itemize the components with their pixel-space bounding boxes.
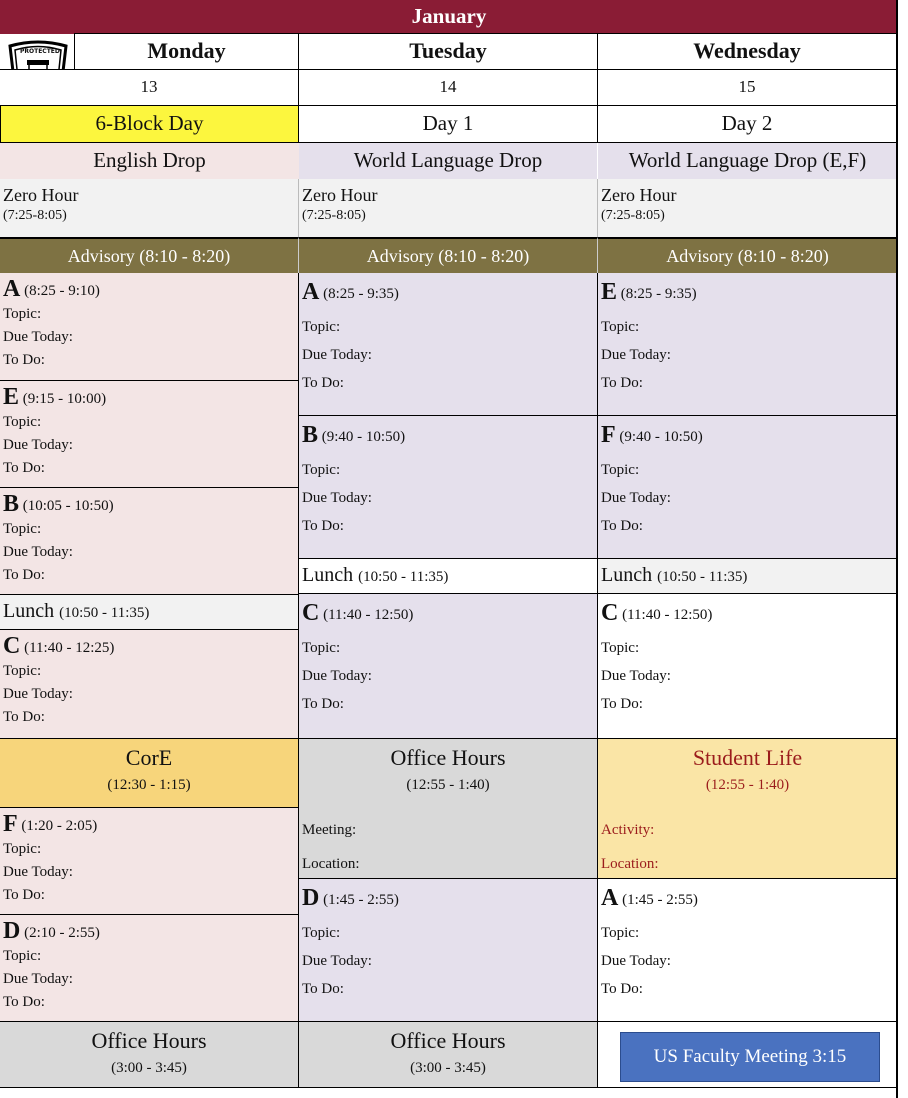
block-tuesday-a bbox=[299, 273, 598, 416]
topic-label: Topic: bbox=[3, 414, 42, 430]
zero-hour-label: Zero Hour bbox=[601, 185, 677, 205]
block-letter: A bbox=[302, 279, 320, 305]
lunch-wednesday bbox=[598, 559, 897, 594]
lunch-label: Lunch bbox=[601, 564, 653, 586]
block-time: (10:05 - 10:50) bbox=[22, 498, 114, 514]
todo-label: To Do: bbox=[3, 460, 45, 476]
topic-label: Topic: bbox=[601, 925, 640, 941]
due-label: Due Today: bbox=[302, 668, 372, 684]
block-time: (1:45 - 2:55) bbox=[622, 892, 698, 908]
zero-hour-monday bbox=[0, 179, 299, 237]
advisory-monday: Advisory (8:10 - 8:20) bbox=[0, 237, 299, 273]
core-monday bbox=[0, 738, 299, 808]
due-label: Due Today: bbox=[302, 490, 372, 506]
meeting-label: Meeting: bbox=[302, 822, 357, 838]
todo-label: To Do: bbox=[302, 981, 344, 997]
office-hours-time: (3:00 - 3:45) bbox=[410, 1060, 486, 1076]
todo-label: To Do: bbox=[302, 518, 344, 534]
topic-label: Topic: bbox=[601, 319, 640, 335]
block-letter: A bbox=[3, 276, 21, 302]
block-letter: B bbox=[3, 491, 20, 517]
block-time: (8:25 - 9:10) bbox=[24, 283, 100, 299]
student-life-time: (12:55 - 1:40) bbox=[705, 777, 790, 793]
block-letter: F bbox=[601, 422, 616, 448]
topic-label: Topic: bbox=[3, 948, 42, 964]
block-letter: C bbox=[601, 600, 619, 626]
date-wednesday: 15 bbox=[597, 69, 897, 106]
topic-label: Topic: bbox=[302, 462, 341, 478]
todo-label: To Do: bbox=[601, 518, 643, 534]
logo-text: PROTECTED bbox=[20, 48, 60, 55]
advisory-tuesday: Advisory (8:10 - 8:20) bbox=[299, 237, 598, 273]
block-monday-d bbox=[0, 915, 299, 1021]
lunch-time: (10:50 - 11:35) bbox=[59, 605, 150, 621]
topic-label: Topic: bbox=[302, 319, 341, 335]
topic-label: Topic: bbox=[302, 640, 341, 656]
month-title: January bbox=[0, 0, 898, 34]
lunch-time: (10:50 - 11:35) bbox=[358, 569, 449, 585]
location-label: Location: bbox=[601, 856, 659, 872]
zero-hour-time: (7:25-8:05) bbox=[302, 208, 366, 223]
zero-hour-wednesday bbox=[598, 179, 897, 237]
due-label: Due Today: bbox=[3, 437, 73, 453]
faculty-meeting-button[interactable]: US Faculty Meeting 3:15 bbox=[620, 1032, 880, 1082]
block-letter: F bbox=[3, 811, 18, 837]
office-hours-time: (12:55 - 1:40) bbox=[406, 777, 490, 793]
block-monday-e bbox=[0, 381, 299, 488]
block-time: (11:40 - 12:50) bbox=[323, 607, 414, 623]
block-letter: D bbox=[3, 918, 21, 944]
day-type-tuesday: Day 1 bbox=[298, 105, 598, 143]
core-time: (12:30 - 1:15) bbox=[107, 777, 191, 793]
due-label: Due Today: bbox=[3, 686, 73, 702]
core-label: CorE bbox=[125, 745, 173, 770]
due-label: Due Today: bbox=[3, 329, 73, 345]
topic-label: Topic: bbox=[601, 462, 640, 478]
block-time: (11:40 - 12:25) bbox=[24, 640, 115, 656]
todo-label: To Do: bbox=[302, 375, 344, 391]
block-letter: A bbox=[601, 885, 619, 911]
day-header-tuesday: Tuesday bbox=[298, 33, 598, 70]
due-label: Due Today: bbox=[601, 668, 671, 684]
zero-hour-label: Zero Hour bbox=[3, 185, 79, 205]
block-monday-f bbox=[0, 808, 299, 915]
block-time: (1:45 - 2:55) bbox=[323, 892, 399, 908]
block-letter: D bbox=[302, 885, 320, 911]
lunch-monday bbox=[0, 595, 299, 630]
office-hours-label: Office Hours bbox=[91, 1028, 207, 1053]
student-life-wednesday bbox=[598, 738, 897, 879]
drop-tuesday: World Language Drop bbox=[299, 143, 597, 179]
advisory-wednesday: Advisory (8:10 - 8:20) bbox=[598, 237, 897, 273]
block-wednesday-f bbox=[598, 416, 897, 559]
lunch-label: Lunch bbox=[302, 564, 354, 586]
student-life-label: Student Life bbox=[692, 745, 803, 770]
block-letter: C bbox=[3, 633, 21, 659]
todo-label: To Do: bbox=[3, 994, 45, 1010]
due-label: Due Today: bbox=[3, 864, 73, 880]
todo-label: To Do: bbox=[601, 981, 643, 997]
block-time: (11:40 - 12:50) bbox=[622, 607, 713, 623]
date-tuesday: 14 bbox=[298, 69, 598, 106]
due-label: Due Today: bbox=[302, 953, 372, 969]
location-label: Location: bbox=[302, 856, 360, 872]
block-time: (8:25 - 9:35) bbox=[323, 286, 399, 302]
lunch-label: Lunch bbox=[3, 600, 55, 622]
block-monday-c bbox=[0, 630, 299, 738]
drop-monday: English Drop bbox=[0, 143, 299, 179]
office-hours-monday bbox=[0, 1021, 299, 1088]
office-hours-label: Office Hours bbox=[390, 1028, 506, 1053]
topic-label: Topic: bbox=[3, 306, 42, 322]
due-label: Due Today: bbox=[601, 490, 671, 506]
grid-right-border bbox=[896, 0, 898, 1098]
day-header-wednesday: Wednesday bbox=[597, 33, 897, 70]
office-hours-midday-tuesday bbox=[299, 738, 598, 879]
block-tuesday-c bbox=[299, 594, 598, 738]
topic-label: Topic: bbox=[601, 640, 640, 656]
day-type-wednesday: Day 2 bbox=[597, 105, 897, 143]
zero-hour-tuesday bbox=[299, 179, 598, 237]
topic-label: Topic: bbox=[302, 925, 341, 941]
todo-label: To Do: bbox=[3, 709, 45, 725]
due-label: Due Today: bbox=[302, 347, 372, 363]
day-type-monday: 6-Block Day bbox=[0, 105, 299, 143]
block-time: (9:15 - 10:00) bbox=[22, 391, 107, 407]
block-time: (1:20 - 2:05) bbox=[21, 818, 98, 834]
day-header-monday: Monday bbox=[74, 33, 299, 70]
due-label: Due Today: bbox=[3, 971, 73, 987]
todo-label: To Do: bbox=[601, 375, 643, 391]
date-monday: 13 bbox=[0, 69, 299, 106]
due-label: Due Today: bbox=[601, 953, 671, 969]
todo-label: To Do: bbox=[302, 696, 344, 712]
block-letter: C bbox=[302, 600, 320, 626]
due-label: Due Today: bbox=[3, 544, 73, 560]
block-time: (2:10 - 2:55) bbox=[24, 925, 100, 941]
todo-label: To Do: bbox=[3, 352, 45, 368]
activity-label: Activity: bbox=[601, 822, 655, 838]
topic-label: Topic: bbox=[3, 521, 42, 537]
block-monday-b bbox=[0, 488, 299, 595]
block-letter: E bbox=[3, 384, 20, 410]
todo-label: To Do: bbox=[601, 696, 643, 712]
topic-label: Topic: bbox=[3, 663, 42, 679]
block-letter: B bbox=[302, 422, 319, 448]
office-hours-tuesday bbox=[299, 1021, 598, 1088]
office-hours-time: (3:00 - 3:45) bbox=[111, 1060, 187, 1076]
zero-hour-label: Zero Hour bbox=[302, 185, 378, 205]
block-wednesday-a bbox=[598, 879, 897, 1021]
block-tuesday-d bbox=[299, 879, 598, 1021]
block-time: (9:40 - 10:50) bbox=[619, 429, 703, 445]
block-wednesday-c bbox=[598, 594, 897, 738]
block-tuesday-b bbox=[299, 416, 598, 559]
block-time: (8:25 - 9:35) bbox=[620, 286, 697, 302]
office-hours-label: Office Hours bbox=[390, 745, 506, 770]
block-monday-a bbox=[0, 273, 299, 381]
block-letter: E bbox=[601, 279, 618, 305]
zero-hour-time: (7:25-8:05) bbox=[601, 208, 665, 223]
todo-label: To Do: bbox=[3, 887, 45, 903]
due-label: Due Today: bbox=[601, 347, 671, 363]
drop-wednesday: World Language Drop (E,F) bbox=[598, 143, 897, 179]
todo-label: To Do: bbox=[3, 567, 45, 583]
lunch-time: (10:50 - 11:35) bbox=[657, 569, 748, 585]
lunch-tuesday bbox=[299, 559, 598, 594]
block-wednesday-e bbox=[598, 273, 897, 416]
zero-hour-time: (7:25-8:05) bbox=[3, 208, 67, 223]
block-time: (9:40 - 10:50) bbox=[321, 429, 406, 445]
topic-label: Topic: bbox=[3, 841, 42, 857]
